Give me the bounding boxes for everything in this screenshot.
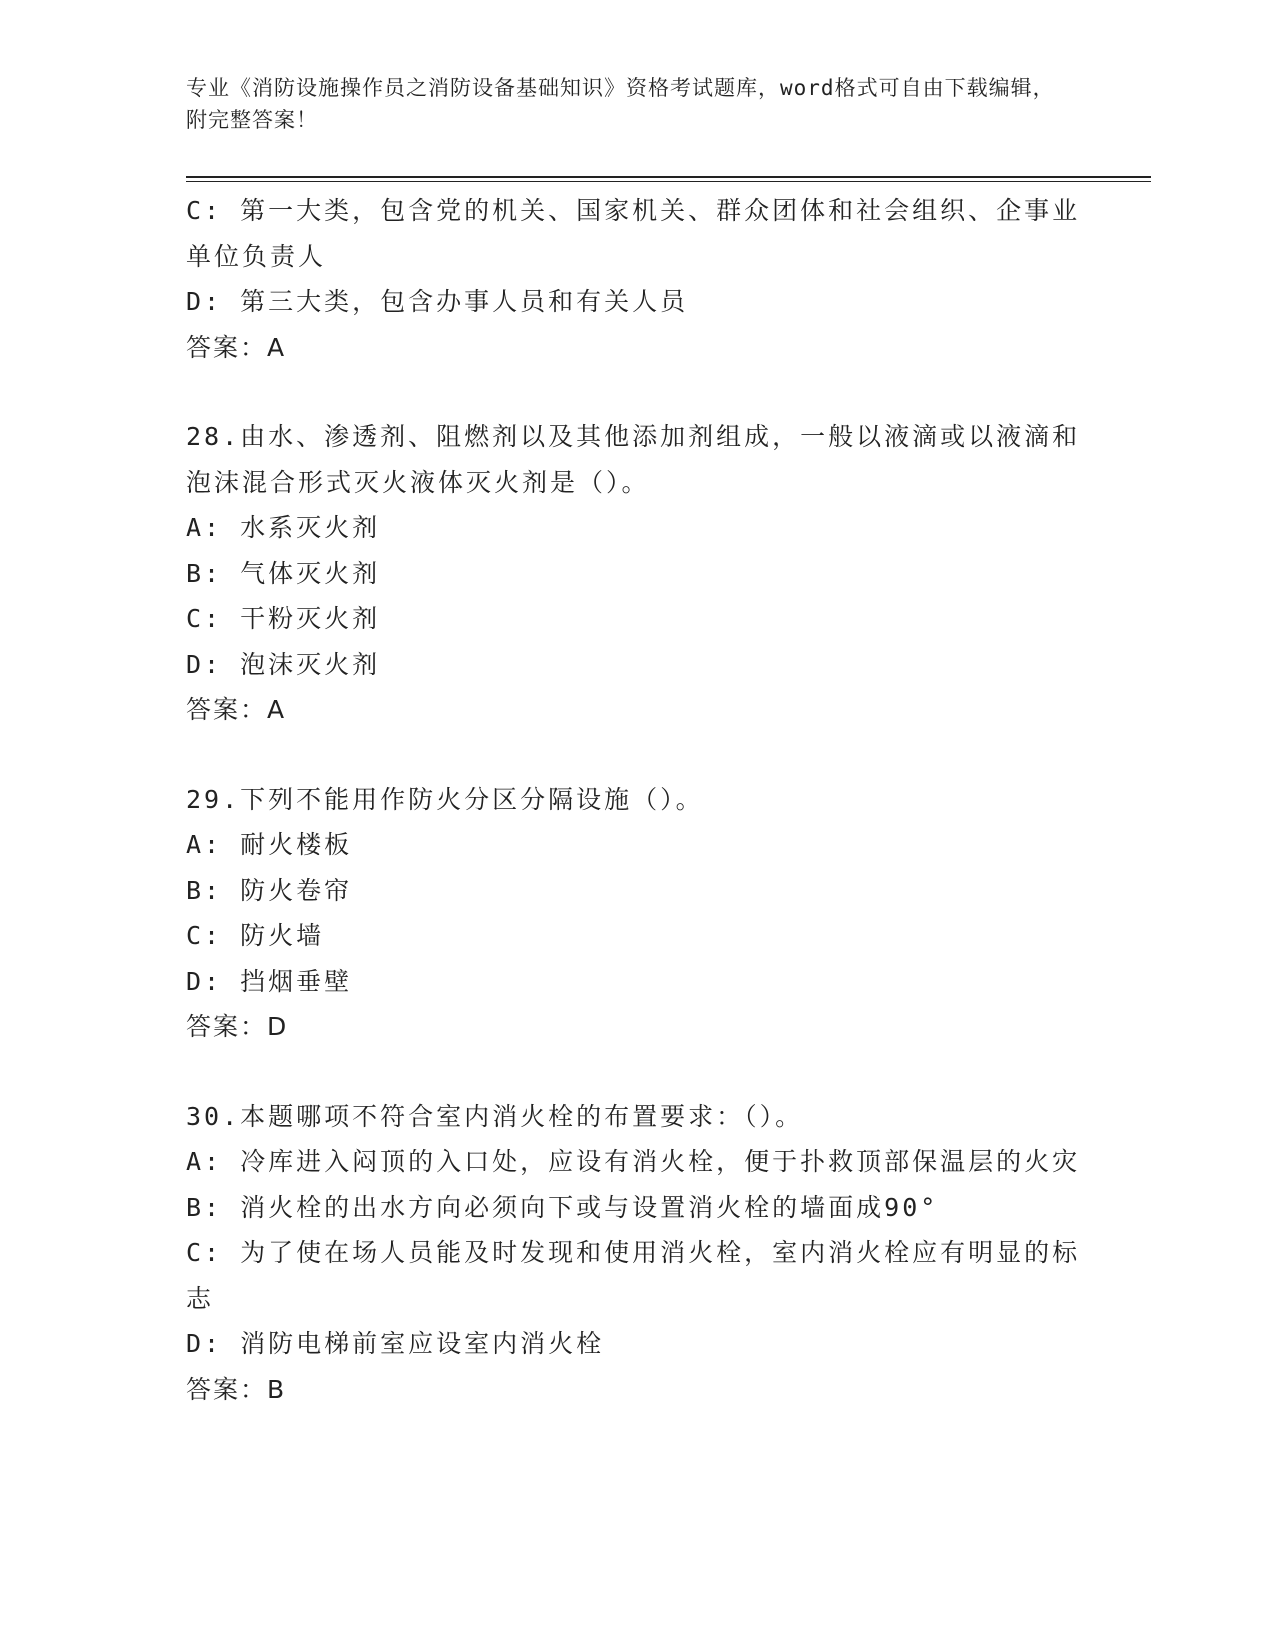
spacer xyxy=(186,370,1086,414)
option-c: C: 第一大类，包含党的机关、国家机关、群众团体和社会组织、企事业单位负责人 xyxy=(186,196,1081,271)
option-d: D: 挡烟垂壁 xyxy=(186,966,353,996)
answer-label: 答案：A xyxy=(186,695,287,724)
answer-label: 答案：D xyxy=(186,1012,289,1041)
option-c: C: 为了使在场人员能及时发现和使用消火栓，室内消火栓应有明显的标志 xyxy=(186,1238,1081,1313)
option-d: D: 泡沫灭火剂 xyxy=(186,649,381,679)
option-d: D: 消防电梯前室应设室内消火栓 xyxy=(186,1329,605,1358)
answer-label: 答案：B xyxy=(186,1374,287,1404)
question-29 xyxy=(186,777,1086,1050)
option-b: B: 消火栓的出水方向必须向下或与设置消火栓的墙面成90° xyxy=(186,1192,939,1222)
option-b: B: 防火卷帘 xyxy=(186,875,353,905)
spacer xyxy=(186,1050,1086,1094)
question-stem: 29.下列不能用作防火分区分隔设施（）。 xyxy=(186,784,704,814)
question-30 xyxy=(186,1094,1086,1413)
header-rule-thin xyxy=(186,181,1151,182)
spacer xyxy=(186,733,1086,777)
question-27-continued xyxy=(186,188,1086,370)
option-b: B: 气体灭火剂 xyxy=(186,558,381,588)
option-a: A: 水系灭火剂 xyxy=(186,513,381,542)
question-stem: 28.由水、渗透剂、阻燃剂以及其他添加剂组成，一般以液滴或以液滴和泡沫混合形式灭火液体灭火剂是（）。 xyxy=(186,422,1081,497)
question-28 xyxy=(186,414,1086,733)
option-a: A: 冷库进入闷顶的入口处，应设有消火栓，便于扑救顶部保温层的火灾 xyxy=(186,1147,1081,1176)
question-content xyxy=(186,188,1086,1412)
option-a: A: 耐火楼板 xyxy=(186,830,353,859)
document-header: 专业《消防设施操作员之消防设备基础知识》资格考试题库，word格式可自由下载编辑，附完整答案！ xyxy=(186,76,1055,132)
option-c: C: 防火墙 xyxy=(186,921,325,950)
option-d: D: 第三大类，包含办事人员和有关人员 xyxy=(186,287,689,316)
question-stem: 30.本题哪项不符合室内消火栓的布置要求：（）。 xyxy=(186,1101,804,1131)
answer-label: 答案：A xyxy=(186,332,287,362)
option-c: C: 干粉灭火剂 xyxy=(186,604,381,633)
header-rule-thick xyxy=(186,176,1151,178)
